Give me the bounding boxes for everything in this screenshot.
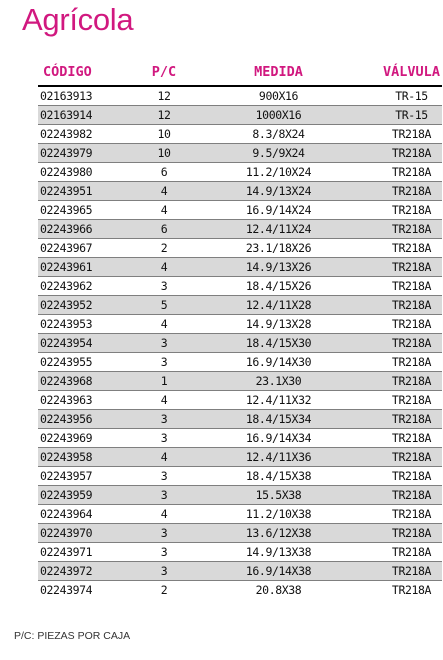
valvula-cell: TR218A bbox=[355, 372, 442, 391]
codigo-cell: 02243980 bbox=[38, 163, 126, 182]
table-row bbox=[38, 144, 442, 163]
codigo-cell: 02243955 bbox=[38, 353, 126, 372]
table-row bbox=[38, 467, 442, 486]
pc-cell: 4 bbox=[126, 315, 202, 334]
medida-cell: 16.9/14X34 bbox=[202, 429, 355, 448]
medida-cell: 11.2/10X38 bbox=[202, 505, 355, 524]
valvula-cell: TR218A bbox=[355, 220, 442, 239]
pc-cell: 3 bbox=[126, 562, 202, 581]
pc-cell: 4 bbox=[126, 182, 202, 201]
pc-cell: 12 bbox=[126, 106, 202, 125]
medida-cell: 12.4/11X24 bbox=[202, 220, 355, 239]
valvula-cell: TR218A bbox=[355, 144, 442, 163]
medida-cell: 15.5X38 bbox=[202, 486, 355, 505]
codigo-cell: 02243958 bbox=[38, 448, 126, 467]
table-row bbox=[38, 429, 442, 448]
header-medida: MEDIDA bbox=[202, 58, 355, 86]
codigo-cell: 02243974 bbox=[40, 583, 93, 597]
pc-cell: 3 bbox=[126, 467, 202, 486]
valvula-cell: TR218A bbox=[355, 486, 442, 505]
medida-cell: 12.4/11X32 bbox=[202, 391, 355, 410]
pc-cell: 6 bbox=[126, 163, 202, 182]
codigo-cell: 02243969 bbox=[38, 429, 126, 448]
codigo-cell: 02243957 bbox=[38, 467, 126, 486]
codigo-cell: 02243970 bbox=[38, 524, 126, 543]
pc-cell: 4 bbox=[126, 448, 202, 467]
valvula-cell: TR218A bbox=[355, 448, 442, 467]
valvula-cell: TR218A bbox=[355, 182, 442, 201]
valvula-cell: TR218A bbox=[355, 315, 442, 334]
table-row bbox=[38, 106, 442, 125]
table-row bbox=[38, 315, 442, 334]
header-pc: P/C bbox=[126, 58, 202, 86]
medida-cell: 1000X16 bbox=[202, 106, 355, 125]
codigo-cell: 02243953 bbox=[38, 315, 126, 334]
codigo-cell: 02243968 bbox=[38, 372, 126, 391]
table-row bbox=[38, 448, 442, 467]
codigo-cell: 02163914 bbox=[38, 106, 126, 125]
medida-cell: 20.8X38 bbox=[255, 583, 302, 597]
pc-cell: 4 bbox=[126, 391, 202, 410]
medida-cell: 900X16 bbox=[202, 86, 355, 106]
codigo-cell: 02163913 bbox=[38, 86, 126, 106]
codigo-cell: 02243956 bbox=[38, 410, 126, 429]
codigo-cell: 02243971 bbox=[38, 543, 126, 562]
valvula-cell: TR218A bbox=[355, 201, 442, 220]
table-row bbox=[38, 239, 442, 258]
header-codigo: CÓDIGO bbox=[38, 58, 126, 86]
table-header bbox=[38, 58, 442, 86]
valvula-cell: TR218A bbox=[355, 163, 442, 182]
table-row bbox=[38, 125, 442, 144]
valvula-cell: TR218A bbox=[355, 258, 442, 277]
pc-cell: 2 bbox=[160, 583, 168, 597]
pc-cell: 3 bbox=[126, 486, 202, 505]
codigo-cell: 02243952 bbox=[38, 296, 126, 315]
table-row bbox=[38, 543, 442, 562]
pc-cell: 3 bbox=[126, 429, 202, 448]
header-row bbox=[38, 58, 442, 86]
valvula-cell: TR218A bbox=[355, 429, 442, 448]
medida-cell: 12.4/11X36 bbox=[202, 448, 355, 467]
codigo-cell: 02243951 bbox=[38, 182, 126, 201]
medida-cell: 16.9/14X24 bbox=[202, 201, 355, 220]
pc-cell: 3 bbox=[126, 410, 202, 429]
valvula-cell: TR218A bbox=[355, 125, 442, 144]
valvula-cell: TR-15 bbox=[355, 106, 442, 125]
codigo-cell: 02243972 bbox=[38, 562, 126, 581]
table-body bbox=[38, 86, 442, 599]
medida-cell: 12.4/11X28 bbox=[202, 296, 355, 315]
medida-cell: 8.3/8X24 bbox=[202, 125, 355, 144]
pc-cell: 4 bbox=[126, 505, 202, 524]
table-row bbox=[38, 372, 442, 391]
valvula-cell: TR218A bbox=[355, 467, 442, 486]
page-title: Agrícola bbox=[22, 2, 134, 37]
valvula-cell: TR218A bbox=[355, 296, 442, 315]
table-row bbox=[38, 581, 442, 600]
valvula-cell: TR218A bbox=[355, 410, 442, 429]
codigo-cell: 02243962 bbox=[38, 277, 126, 296]
valvula-cell: TR218A bbox=[391, 583, 432, 597]
table-row bbox=[38, 486, 442, 505]
codigo-cell: 02243954 bbox=[38, 334, 126, 353]
codigo-cell: 02243963 bbox=[38, 391, 126, 410]
medida-cell: 9.5/9X24 bbox=[202, 144, 355, 163]
valvula-cell: TR218A bbox=[355, 334, 442, 353]
codigo-cell: 02243961 bbox=[38, 258, 126, 277]
pc-cell: 6 bbox=[126, 220, 202, 239]
pc-cell: 12 bbox=[126, 86, 202, 106]
medida-cell: 18.4/15X30 bbox=[202, 334, 355, 353]
table-row bbox=[38, 277, 442, 296]
medida-cell: 14.9/13X24 bbox=[202, 182, 355, 201]
pc-cell: 1 bbox=[126, 372, 202, 391]
valvula-cell: TR218A bbox=[355, 353, 442, 372]
medida-cell: 16.9/14X30 bbox=[202, 353, 355, 372]
pc-cell: 4 bbox=[126, 201, 202, 220]
medida-cell: 14.9/13X28 bbox=[202, 315, 355, 334]
medida-cell: 11.2/10X24 bbox=[202, 163, 355, 182]
pc-cell: 3 bbox=[126, 277, 202, 296]
medida-cell: 13.6/12X38 bbox=[202, 524, 355, 543]
table-row bbox=[38, 505, 442, 524]
valvula-cell: TR218A bbox=[355, 562, 442, 581]
pc-cell: 3 bbox=[126, 334, 202, 353]
medida-cell: 23.1/18X26 bbox=[202, 239, 355, 258]
table-row bbox=[38, 296, 442, 315]
codigo-cell: 02243967 bbox=[38, 239, 126, 258]
table-row bbox=[38, 258, 442, 277]
pc-cell: 3 bbox=[126, 353, 202, 372]
product-table bbox=[38, 58, 442, 599]
pc-cell: 10 bbox=[126, 125, 202, 144]
codigo-cell: 02243982 bbox=[38, 125, 126, 144]
pc-cell: 4 bbox=[126, 258, 202, 277]
pc-cell: 3 bbox=[126, 524, 202, 543]
table-row bbox=[38, 201, 442, 220]
codigo-cell: 02243964 bbox=[38, 505, 126, 524]
codigo-cell: 02243979 bbox=[38, 144, 126, 163]
table-row bbox=[38, 86, 442, 106]
medida-cell: 14.9/13X38 bbox=[202, 543, 355, 562]
pc-cell: 5 bbox=[126, 296, 202, 315]
medida-cell: 18.4/15X26 bbox=[202, 277, 355, 296]
pc-cell: 3 bbox=[126, 543, 202, 562]
medida-cell: 14.9/13X26 bbox=[202, 258, 355, 277]
table-row bbox=[38, 334, 442, 353]
medida-cell: 16.9/14X38 bbox=[202, 562, 355, 581]
medida-cell: 18.4/15X38 bbox=[202, 467, 355, 486]
codigo-cell: 02243965 bbox=[38, 201, 126, 220]
codigo-cell: 02243959 bbox=[38, 486, 126, 505]
medida-cell: 18.4/15X34 bbox=[202, 410, 355, 429]
table-row bbox=[38, 391, 442, 410]
valvula-cell: TR218A bbox=[355, 239, 442, 258]
valvula-cell: TR218A bbox=[355, 505, 442, 524]
table-row bbox=[38, 353, 442, 372]
valvula-cell: TR218A bbox=[355, 391, 442, 410]
table-row bbox=[38, 220, 442, 239]
codigo-cell: 02243966 bbox=[38, 220, 126, 239]
header-valvula: VÁLVULA bbox=[355, 58, 442, 86]
valvula-cell: TR218A bbox=[355, 524, 442, 543]
table-row bbox=[38, 182, 442, 201]
valvula-cell: TR-15 bbox=[355, 86, 442, 106]
table-row bbox=[38, 410, 442, 429]
pc-cell: 10 bbox=[126, 144, 202, 163]
table-row bbox=[38, 163, 442, 182]
valvula-cell: TR218A bbox=[355, 277, 442, 296]
valvula-cell: TR218A bbox=[355, 543, 442, 562]
table-row bbox=[38, 524, 442, 543]
table-row bbox=[38, 562, 442, 581]
medida-cell: 23.1X30 bbox=[202, 372, 355, 391]
footnote: P/C: PIEZAS POR CAJA bbox=[14, 630, 131, 642]
pc-cell: 2 bbox=[126, 239, 202, 258]
